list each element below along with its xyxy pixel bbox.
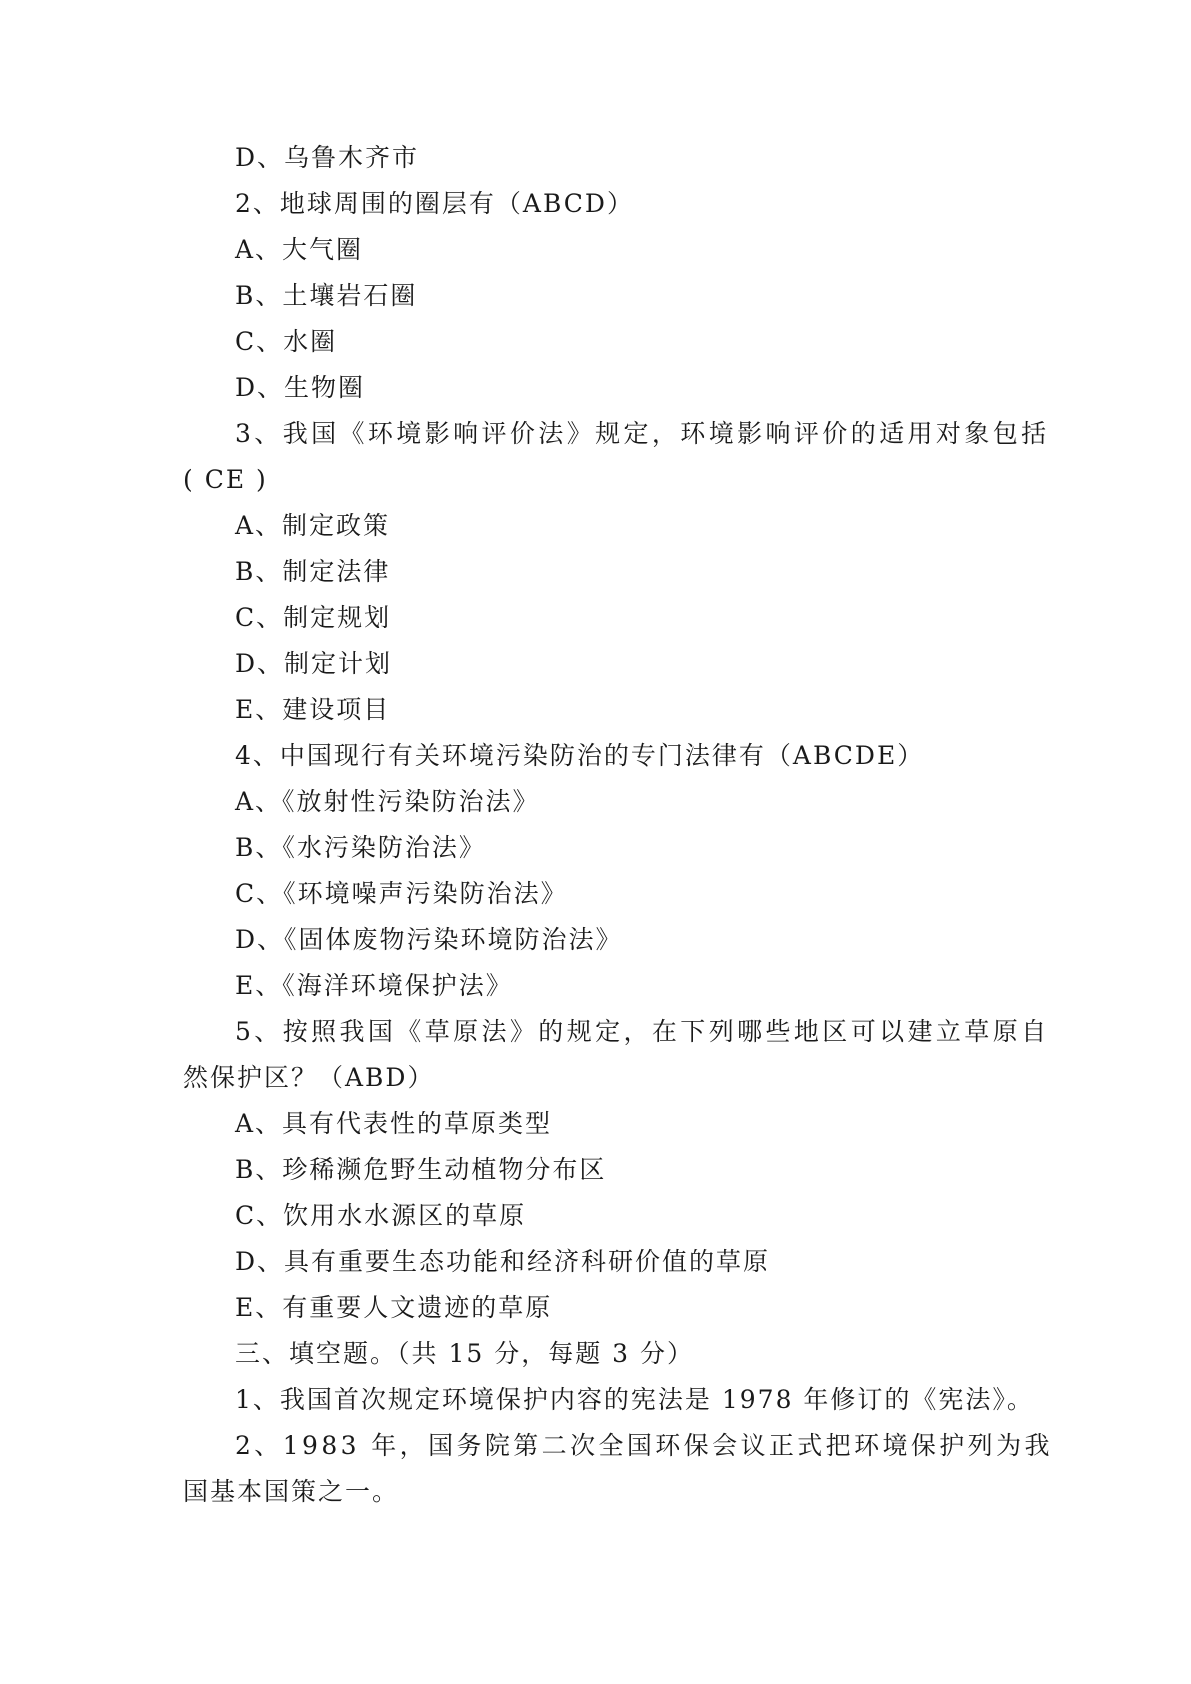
option-line: D、生物圈 <box>235 373 366 402</box>
option-line: C、制定规划 <box>235 603 392 632</box>
option-line: C、《环境噪声污染防治法》 <box>235 879 568 908</box>
question-line: 5、按照我国《草原法》的规定，在下列哪些地区可以建立草原自 <box>235 1017 1050 1046</box>
option-line: E、建设项目 <box>235 695 391 724</box>
question-continuation: ( CE ) <box>183 465 268 494</box>
option-line: C、水圈 <box>235 327 338 356</box>
option-line: C、饮用水水源区的草原 <box>235 1201 527 1230</box>
option-line: B、制定法律 <box>235 557 391 586</box>
option-line: B、土壤岩石圈 <box>235 281 418 310</box>
question-continuation: 然保护区？（ABD） <box>183 1063 435 1092</box>
fill-blank-line: 1、我国首次规定环境保护内容的宪法是 1978 年修订的《宪法》。 <box>235 1385 1034 1414</box>
question-line: 2、地球周围的圈层有（ABCD） <box>235 189 634 218</box>
section-heading: 三、填空题。（共 15 分，每题 3 分） <box>235 1339 695 1368</box>
option-line: A、制定政策 <box>235 511 391 540</box>
option-line: D、《固体废物污染环境防治法》 <box>235 925 623 954</box>
fill-blank-line: 2、1983 年，国务院第二次全国环保会议正式把环境保护列为我 <box>235 1431 1053 1460</box>
option-line: B、珍稀濒危野生动植物分布区 <box>235 1155 607 1184</box>
option-line: E、有重要人文遗迹的草原 <box>235 1293 553 1322</box>
question-line: 3、我国《环境影响评价法》规定，环境影响评价的适用对象包括 <box>235 419 1050 448</box>
option-line: A、具有代表性的草原类型 <box>235 1109 553 1138</box>
question-line: 4、中国现行有关环境污染防治的专门法律有（ABCDE） <box>235 741 925 770</box>
option-line: A、《放射性污染防治法》 <box>235 787 540 816</box>
option-line: E、《海洋环境保护法》 <box>235 971 513 1000</box>
option-line: D、制定计划 <box>235 649 393 678</box>
fill-blank-continuation: 国基本国策之一。 <box>183 1477 400 1506</box>
option-line: B、《水污染防治法》 <box>235 833 486 862</box>
option-line: D、具有重要生态功能和经济科研价值的草原 <box>235 1247 771 1276</box>
option-line: D、乌鲁木齐市 <box>235 143 420 172</box>
option-line: A、大气圈 <box>235 235 364 264</box>
